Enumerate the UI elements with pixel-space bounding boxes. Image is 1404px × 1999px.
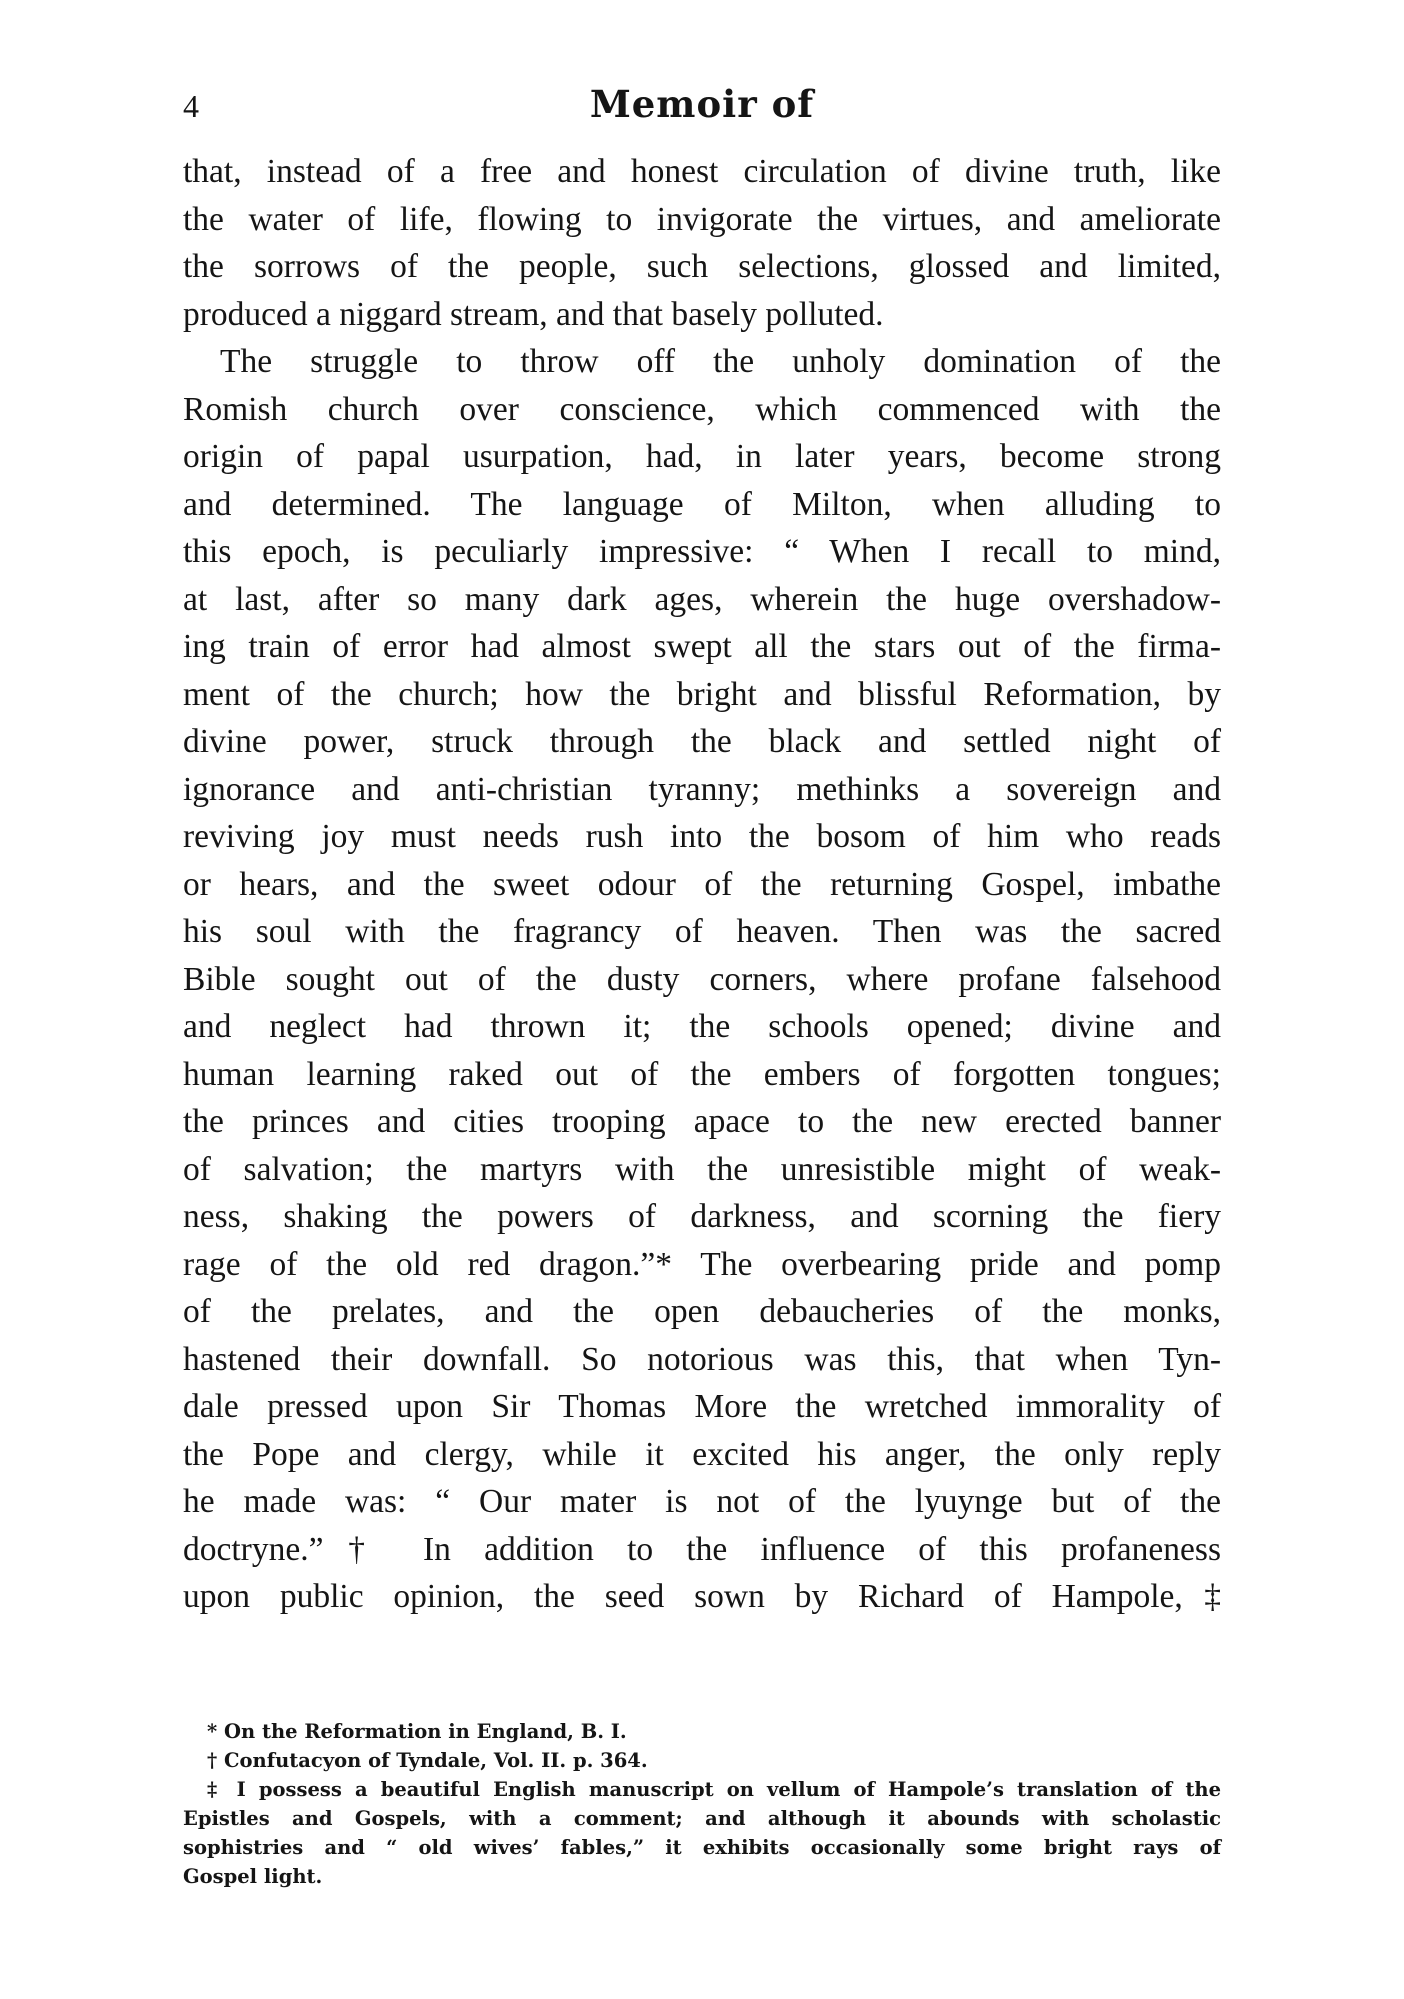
running-head (183, 82, 1221, 132)
text-line: of salvation; the martyrs with the unresistible might of weak- (183, 1150, 1221, 1188)
text-line: reviving joy must needs rush into the bosom of him who reads (183, 818, 1221, 855)
footnotes (183, 1717, 1221, 1891)
text-line: that, instead of a free and honest circulation of divine truth, like (183, 153, 1221, 190)
text-line: ness, shaking the powers of darkness, and scorning the fiery (183, 1198, 1221, 1235)
body-text (183, 148, 1221, 1621)
text-line: ignorance and anti-christian tyranny; methinks a sovereign and (183, 770, 1221, 808)
text-line: at last, after so many dark ages, wherein the huge overshadow- (183, 580, 1221, 618)
text-line: of the prelates, and the open debaucheries of the monks, (183, 1293, 1221, 1330)
text-line: the Pope and clergy, while it excited his anger, the only reply (183, 1435, 1221, 1473)
footnote-hampole: ‡ I possess a beautiful English manuscript on vellum of Hampole’s translation of the (207, 1778, 1221, 1801)
text-line: divine power, struck through the black and settled night of (183, 723, 1221, 760)
text-line: upon public opinion, the seed sown by Richard of Hampole,‡ (183, 1578, 1221, 1615)
text-line: dale pressed upon Sir Thomas More the wretched immorality of (183, 1388, 1221, 1425)
footnote-hampole-line: sophistries and “ old wives’ fables,” it exhibits occasionally some bright rays of (183, 1836, 1221, 1859)
footnote-hampole-line: Gospel light. (183, 1865, 323, 1888)
text-line: doctryne.”† In addition to the influence of this profaneness (183, 1530, 1221, 1568)
footnote-hampole-line: Epistles and Gospels, with a comment; and although it abounds with scholastic (183, 1807, 1221, 1830)
text-line: he made was: “ Our mater is not of the lyuynge but of the (183, 1483, 1221, 1520)
text-line: the princes and cities trooping apace to the new erected banner (183, 1103, 1221, 1140)
text-line: human learning raked out of the embers of forgotten tongues; (183, 1055, 1221, 1093)
text-line: and neglect had thrown it; the schools opened; divine and (183, 1008, 1221, 1045)
text-line: Romish church over conscience, which commenced with the (183, 390, 1221, 428)
text-line: The struggle to throw off the unholy domination of the (220, 343, 1221, 380)
text-line: hastened their downfall. So notorious was this, that when Tyn- (183, 1340, 1221, 1378)
text-line: rage of the old red dragon.”* The overbearing pride and pomp (183, 1245, 1221, 1283)
footnote-reformation: * On the Reformation in England, B. I. (207, 1720, 627, 1743)
text-line: the sorrows of the people, such selections, glossed and limited, (183, 248, 1221, 285)
page-number: 4 (183, 88, 199, 124)
footnote-confutacyon: † Confutacyon of Tyndale, Vol. II. p. 364. (207, 1749, 648, 1772)
text-line: Bible sought out of the dusty corners, where profane falsehood (183, 960, 1221, 998)
text-line: and determined. The language of Milton, when alluding to (183, 485, 1221, 523)
text-line: this epoch, is peculiarly impressive: “ When I recall to mind, (183, 533, 1221, 570)
text-line: origin of papal usurpation, had, in later years, become strong (183, 438, 1221, 475)
text-line: or hears, and the sweet odour of the returning Gospel, imbathe (183, 865, 1221, 903)
text-line: the water of life, flowing to invigorate the virtues, and ameliorate (183, 200, 1221, 238)
text-line: produced a niggard stream, and that basely polluted. (183, 295, 884, 333)
text-line: ment of the church; how the bright and blissful Reformation, by (183, 675, 1221, 713)
running-title: Memoir of (589, 82, 815, 126)
text-line: his soul with the fragrancy of heaven. Then was the sacred (183, 913, 1221, 950)
text-line: ing train of error had almost swept all the stars out of the firma- (183, 628, 1221, 665)
